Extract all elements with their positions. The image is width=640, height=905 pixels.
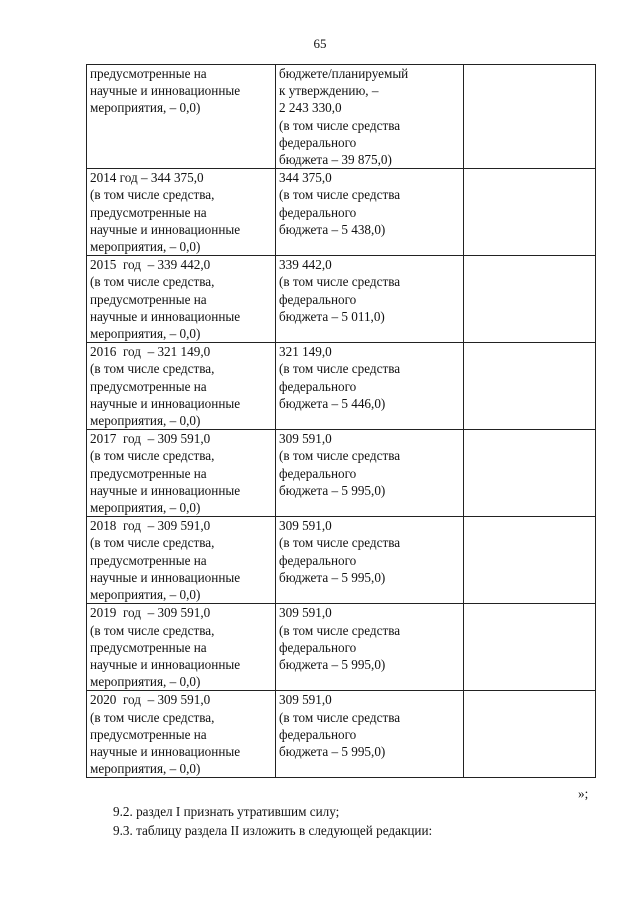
table-cell-col2: [276, 169, 464, 256]
cell-text-line: предусмотренные на: [90, 204, 207, 220]
cell-text-line: федерального: [279, 552, 357, 568]
cell-text-line: предусмотренные на: [90, 726, 207, 742]
table-cell-col3: [464, 691, 596, 778]
cell-text-line: бюджета – 5 995,0): [279, 482, 386, 498]
cell-text-line: 309 591,0: [279, 431, 332, 447]
paragraph-9-2: 9.2. раздел I признать утратившим силу;: [113, 804, 340, 819]
table-row: [87, 691, 596, 778]
cell-text-line: федерального: [279, 639, 357, 655]
cell-text-line: к утверждению, –: [279, 83, 379, 99]
table-cell-col2: [276, 691, 464, 778]
cell-text-line: (в том числе средства,: [90, 622, 215, 638]
paragraph-9-3: 9.3. таблицу раздела II изложить в следующей редакции:: [113, 823, 433, 838]
cell-text-line: (в том числе средства: [279, 117, 401, 133]
cell-text-line: предусмотренные на: [90, 66, 207, 81]
cell-text-line: (в том числе средства,: [90, 535, 215, 551]
cell-text-line: (в том числе средства: [279, 274, 401, 290]
cell-text-line: предусмотренные на: [90, 291, 207, 307]
table-row: [87, 256, 596, 343]
cell-text-line: (в том числе средства,: [90, 709, 215, 725]
table-cell-col3: [464, 169, 596, 256]
cell-text-line: бюджета – 5 438,0): [279, 221, 386, 237]
cell-text-line: (в том числе средства,: [90, 448, 215, 464]
table-cell-col3: [464, 256, 596, 343]
cell-text-line: бюджета – 5 995,0): [279, 569, 386, 585]
cell-text-line: предусмотренные на: [90, 639, 207, 655]
table-cell-col2: [276, 343, 464, 430]
table-row: [87, 343, 596, 430]
table-row: [87, 517, 596, 604]
table-cell-col2: [276, 517, 464, 604]
cell-text-line: научные и инновационные: [90, 743, 241, 759]
cell-text-line: мероприятия, – 0,0): [90, 413, 201, 429]
table-cell-col3: [464, 65, 596, 169]
cell-text-line: (в том числе средства: [279, 361, 401, 377]
cell-text-line: бюджета – 39 875,0): [279, 152, 392, 168]
table-cell-col3: [464, 343, 596, 430]
table-cell-col2: [276, 604, 464, 691]
table-cell-col1: [87, 343, 276, 430]
cell-text-line: мероприятия, – 0,0): [90, 761, 201, 777]
cell-text-line: (в том числе средства: [279, 622, 401, 638]
table-cell-col1: [87, 169, 276, 256]
cell-text-line: мероприятия, – 0,0): [90, 500, 201, 516]
table-row: [87, 430, 596, 517]
cell-text-line: 2016 год – 321 149,0: [90, 344, 211, 360]
table-cell-col1: [87, 256, 276, 343]
cell-text-line: 309 591,0: [279, 605, 332, 621]
cell-text-line: федерального: [279, 465, 357, 481]
cell-text-line: бюджета – 5 011,0): [279, 308, 385, 324]
cell-text-line: мероприятия, – 0,0): [90, 100, 201, 116]
cell-text-line: 309 591,0: [279, 518, 332, 534]
cell-text-line: 344 375,0: [279, 170, 332, 186]
table-row: [87, 65, 596, 169]
cell-text-line: федерального: [279, 378, 357, 394]
table-cell-col3: [464, 604, 596, 691]
cell-text-line: 2020 год – 309 591,0: [90, 692, 211, 708]
cell-text-line: федерального: [279, 726, 357, 742]
cell-text-line: (в том числе средства,: [90, 361, 215, 377]
cell-text-line: научные и инновационные: [90, 482, 241, 498]
page-number: 65: [313, 36, 327, 51]
cell-text-line: 321 149,0: [279, 344, 332, 360]
table-cell-col3: [464, 517, 596, 604]
cell-text-line: федерального: [279, 134, 357, 150]
cell-text-line: 2019 год – 309 591,0: [90, 605, 211, 621]
cell-text-line: предусмотренные на: [90, 378, 207, 394]
cell-text-line: научные и инновационные: [90, 656, 241, 672]
table-cell-col2: [276, 65, 464, 169]
cell-text-line: бюджета – 5 995,0): [279, 743, 386, 759]
cell-text-line: (в том числе средства: [279, 535, 401, 551]
cell-text-line: предусмотренные на: [90, 552, 207, 568]
cell-text-line: (в том числе средства: [279, 709, 401, 725]
table-cell-col1: [87, 604, 276, 691]
cell-text-line: мероприятия, – 0,0): [90, 239, 201, 255]
cell-text-line: 309 591,0: [279, 692, 332, 708]
cell-text-line: научные и инновационные: [90, 221, 241, 237]
cell-text-line: 339 442,0: [279, 257, 332, 273]
cell-text-line: (в том числе средства: [279, 448, 401, 464]
table-cell-col3: [464, 430, 596, 517]
table-cell-col1: [87, 691, 276, 778]
cell-text-line: 2014 год – 344 375,0: [90, 170, 204, 186]
cell-text-line: научные и инновационные: [90, 308, 241, 324]
cell-text-line: мероприятия, – 0,0): [90, 326, 201, 342]
table-cell-col2: [276, 430, 464, 517]
table-row: [87, 169, 596, 256]
cell-text-line: (в том числе средства: [279, 187, 401, 203]
cell-text-line: (в том числе средства,: [90, 187, 215, 203]
cell-text-line: научные и инновационные: [90, 83, 241, 99]
cell-text-line: федерального: [279, 204, 357, 220]
table-cell-col2: [276, 256, 464, 343]
cell-text-line: мероприятия, – 0,0): [90, 674, 201, 690]
table-cell-col1: [87, 65, 276, 169]
table-cell-col1: [87, 517, 276, 604]
cell-text-line: 2017 год – 309 591,0: [90, 431, 211, 447]
cell-text-line: научные и инновационные: [90, 395, 241, 411]
budget-table: [86, 64, 596, 778]
table-row: [87, 604, 596, 691]
cell-text-line: 2 243 330,0: [279, 100, 342, 116]
cell-text-line: (в том числе средства,: [90, 274, 215, 290]
cell-text-line: мероприятия, – 0,0): [90, 587, 201, 603]
closing-quote: »;: [578, 786, 589, 801]
cell-text-line: 2018 год – 309 591,0: [90, 518, 211, 534]
cell-text-line: научные и инновационные: [90, 569, 241, 585]
cell-text-line: бюджета – 5 995,0): [279, 656, 386, 672]
budget-table-body: [87, 65, 596, 778]
cell-text-line: федерального: [279, 291, 357, 307]
cell-text-line: 2015 год – 339 442,0: [90, 257, 211, 273]
cell-text-line: предусмотренные на: [90, 465, 207, 481]
cell-text-line: бюджете/планируемый: [279, 66, 409, 81]
table-cell-col1: [87, 430, 276, 517]
cell-text-line: бюджета – 5 446,0): [279, 395, 386, 411]
